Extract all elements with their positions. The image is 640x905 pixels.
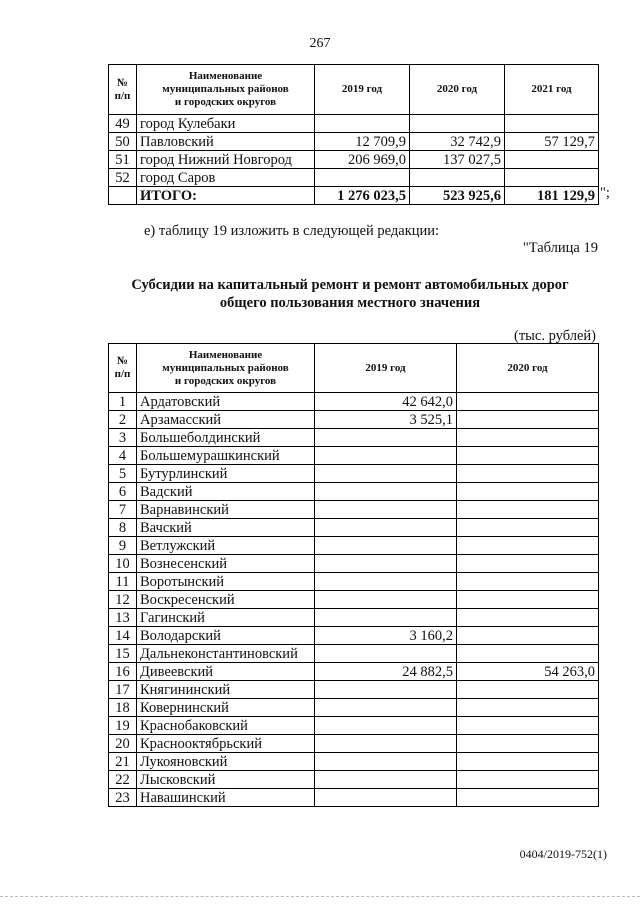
table-row bbox=[109, 663, 599, 681]
value-2019 bbox=[315, 429, 457, 447]
municipality-name: Краснооктябрьский bbox=[137, 735, 315, 753]
value-2019 bbox=[315, 699, 457, 717]
table-row bbox=[109, 115, 599, 133]
value-2019 bbox=[315, 573, 457, 591]
municipality-name: Ветлужский bbox=[137, 537, 315, 555]
municipality-name: Лукояновский bbox=[137, 753, 315, 771]
municipality-name: Вачский bbox=[137, 519, 315, 537]
municipality-name: Вадский bbox=[137, 483, 315, 501]
value-2019 bbox=[315, 753, 457, 771]
table-row bbox=[109, 169, 599, 187]
table-row bbox=[109, 393, 599, 411]
row-number: 1 bbox=[109, 393, 137, 411]
municipality-name: город Саров bbox=[137, 169, 315, 187]
value-2019: 24 882,5 bbox=[315, 663, 457, 681]
table-row bbox=[109, 699, 599, 717]
row-number: 19 bbox=[109, 717, 137, 735]
municipality-name: Навашинский bbox=[137, 789, 315, 807]
value-2019 bbox=[315, 591, 457, 609]
value-2020 bbox=[457, 573, 599, 591]
value-2020 bbox=[457, 501, 599, 519]
value-2020 bbox=[457, 483, 599, 501]
value-2020 bbox=[457, 429, 599, 447]
total-label: ИТОГО: bbox=[137, 187, 315, 205]
value-2020 bbox=[457, 717, 599, 735]
table-row bbox=[109, 411, 599, 429]
table-row bbox=[109, 735, 599, 753]
header-num-text: № п/п bbox=[114, 76, 131, 102]
municipality-name: Ардатовский bbox=[137, 393, 315, 411]
value-2020 bbox=[457, 645, 599, 663]
row-number: 6 bbox=[109, 483, 137, 501]
value-2020 bbox=[457, 591, 599, 609]
header-2021: 2021 год bbox=[505, 65, 599, 115]
municipality-name: Гагинский bbox=[137, 609, 315, 627]
table-row bbox=[109, 519, 599, 537]
row-number: 7 bbox=[109, 501, 137, 519]
table-row bbox=[109, 429, 599, 447]
value-2020 bbox=[457, 393, 599, 411]
table-row bbox=[109, 609, 599, 627]
table-row bbox=[109, 717, 599, 735]
row-number: 4 bbox=[109, 447, 137, 465]
page-bottom-edge bbox=[0, 896, 640, 897]
value-2020 bbox=[457, 537, 599, 555]
value-2021 bbox=[505, 151, 599, 169]
value-2019 bbox=[315, 681, 457, 699]
row-number: 3 bbox=[109, 429, 137, 447]
table-row bbox=[109, 753, 599, 771]
municipality-name: Дивеевский bbox=[137, 663, 315, 681]
value-2019 bbox=[315, 717, 457, 735]
value-2019 bbox=[315, 771, 457, 789]
units-label: (тыс. рублей) bbox=[514, 328, 596, 344]
table-row bbox=[109, 627, 599, 645]
municipality-name: Лысковский bbox=[137, 771, 315, 789]
total-2021: 181 129,9 bbox=[505, 187, 599, 205]
row-number: 50 bbox=[109, 133, 137, 151]
row-number: 18 bbox=[109, 699, 137, 717]
municipality-name: город Нижний Новгород bbox=[137, 151, 315, 169]
row-number: 10 bbox=[109, 555, 137, 573]
value-2020 bbox=[457, 699, 599, 717]
value-2020 bbox=[457, 735, 599, 753]
value-2019 bbox=[315, 735, 457, 753]
value-2019 bbox=[315, 609, 457, 627]
municipality-name: Большемурашкинский bbox=[137, 447, 315, 465]
row-number: 9 bbox=[109, 537, 137, 555]
value-2019 bbox=[315, 789, 457, 807]
value-2019 bbox=[315, 115, 410, 133]
header-num-text: № п/п bbox=[114, 355, 131, 380]
value-2019: 12 709,9 bbox=[315, 133, 410, 151]
table-row bbox=[109, 447, 599, 465]
value-2019: 42 642,0 bbox=[315, 393, 457, 411]
row-number: 49 bbox=[109, 115, 137, 133]
value-2021 bbox=[505, 115, 599, 133]
value-2020 bbox=[410, 115, 505, 133]
value-2020 bbox=[457, 609, 599, 627]
municipality-name: Бутурлинский bbox=[137, 465, 315, 483]
value-2019 bbox=[315, 465, 457, 483]
municipality-name: Володарский bbox=[137, 627, 315, 645]
value-2020 bbox=[457, 771, 599, 789]
total-2020: 523 925,6 bbox=[410, 187, 505, 205]
row-number: 5 bbox=[109, 465, 137, 483]
value-2020: 137 027,5 bbox=[410, 151, 505, 169]
table-row bbox=[109, 537, 599, 555]
row-number: 51 bbox=[109, 151, 137, 169]
value-2020 bbox=[410, 169, 505, 187]
document-code: 0404/2019-752(1) bbox=[519, 847, 607, 861]
value-2020 bbox=[457, 627, 599, 645]
row-number: 16 bbox=[109, 663, 137, 681]
municipality-name: Дальнеконстантиновский bbox=[137, 645, 315, 663]
table-row bbox=[109, 483, 599, 501]
value-2020 bbox=[457, 465, 599, 483]
value-2020 bbox=[457, 519, 599, 537]
value-2020 bbox=[457, 681, 599, 699]
header-2019: 2019 год bbox=[315, 344, 457, 393]
total-2019: 1 276 023,5 bbox=[315, 187, 410, 205]
municipality-name: Воротынский bbox=[137, 573, 315, 591]
header-2019: 2019 год bbox=[315, 65, 410, 115]
row-number: 22 bbox=[109, 771, 137, 789]
value-2020: 32 742,9 bbox=[410, 133, 505, 151]
value-2019 bbox=[315, 483, 457, 501]
row-number: 20 bbox=[109, 735, 137, 753]
table-row bbox=[109, 645, 599, 663]
value-2020 bbox=[457, 555, 599, 573]
municipality-name: Большеболдинский bbox=[137, 429, 315, 447]
municipality-name: Варнавинский bbox=[137, 501, 315, 519]
header-name bbox=[137, 65, 315, 115]
municipality-name: Княгининский bbox=[137, 681, 315, 699]
closing-quote: "; bbox=[600, 185, 610, 201]
instruction-text: е) таблицу 19 изложить в следующей редакции: bbox=[144, 223, 440, 239]
page-number: 267 bbox=[309, 36, 331, 51]
table-row bbox=[109, 771, 599, 789]
value-2019 bbox=[315, 169, 410, 187]
table-row bbox=[109, 591, 599, 609]
value-2021 bbox=[505, 169, 599, 187]
header-num bbox=[109, 65, 137, 115]
value-2021: 57 129,7 bbox=[505, 133, 599, 151]
table-18-continuation bbox=[108, 64, 599, 205]
table-title: Субсидии на капитальный ремонт и ремонт автомобильных дорог общего пользования местного значения bbox=[131, 277, 569, 311]
value-2019: 3 525,1 bbox=[315, 411, 457, 429]
municipality-name: Павловский bbox=[137, 133, 315, 151]
row-number: 13 bbox=[109, 609, 137, 627]
row-number: 15 bbox=[109, 645, 137, 663]
table-row bbox=[109, 681, 599, 699]
total-num-cell bbox=[109, 187, 137, 205]
value-2020 bbox=[457, 447, 599, 465]
row-number: 8 bbox=[109, 519, 137, 537]
table-row bbox=[109, 555, 599, 573]
table-row bbox=[109, 133, 599, 151]
municipality-name: город Кулебаки bbox=[137, 115, 315, 133]
value-2019 bbox=[315, 447, 457, 465]
municipality-name: Ковернинский bbox=[137, 699, 315, 717]
value-2020 bbox=[457, 753, 599, 771]
row-number: 17 bbox=[109, 681, 137, 699]
municipality-name: Краснобаковский bbox=[137, 717, 315, 735]
row-number: 14 bbox=[109, 627, 137, 645]
table-row bbox=[109, 501, 599, 519]
header-2020: 2020 год bbox=[457, 344, 599, 393]
table2-body bbox=[109, 393, 599, 807]
row-number: 23 bbox=[109, 789, 137, 807]
value-2020 bbox=[457, 411, 599, 429]
table-row bbox=[109, 465, 599, 483]
header-name bbox=[137, 344, 315, 393]
value-2020: 54 263,0 bbox=[457, 663, 599, 681]
table-19 bbox=[108, 343, 599, 807]
value-2019 bbox=[315, 537, 457, 555]
value-2019: 3 160,2 bbox=[315, 627, 457, 645]
table1-body bbox=[109, 115, 599, 187]
row-number: 52 bbox=[109, 169, 137, 187]
value-2019 bbox=[315, 645, 457, 663]
row-number: 12 bbox=[109, 591, 137, 609]
row-number: 21 bbox=[109, 753, 137, 771]
table-row bbox=[109, 573, 599, 591]
value-2019: 206 969,0 bbox=[315, 151, 410, 169]
header-name-text: Наименование муниципальных районов и городских округов bbox=[162, 70, 289, 108]
header-num bbox=[109, 344, 137, 393]
row-number: 11 bbox=[109, 573, 137, 591]
value-2019 bbox=[315, 501, 457, 519]
header-2020: 2020 год bbox=[410, 65, 505, 115]
total-row bbox=[109, 187, 599, 205]
municipality-name: Вознесенский bbox=[137, 555, 315, 573]
value-2019 bbox=[315, 519, 457, 537]
municipality-name: Воскресенский bbox=[137, 591, 315, 609]
table-row bbox=[109, 789, 599, 807]
header-name-text: Наименование муниципальных районов и городских округов bbox=[162, 348, 289, 387]
table-label: "Таблица 19 bbox=[522, 240, 598, 256]
row-number: 2 bbox=[109, 411, 137, 429]
value-2019 bbox=[315, 555, 457, 573]
value-2020 bbox=[457, 789, 599, 807]
municipality-name: Арзамасский bbox=[137, 411, 315, 429]
table-row bbox=[109, 151, 599, 169]
